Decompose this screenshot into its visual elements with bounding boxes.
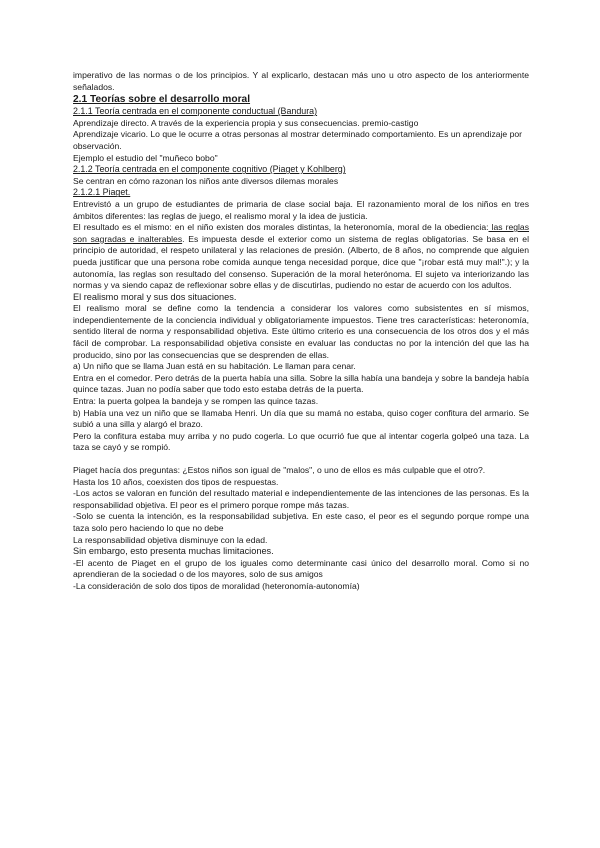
cognitive-text: Se centran en cómo razonan los niños ante diversos dilemas morales (73, 175, 339, 186)
answers-intro: Hasta los 10 años, coexisten dos tipos de respuestas. (73, 476, 279, 487)
story-a-1: a) Un niño que se llama Juan está en su habitación. Le llaman para cenar. (73, 361, 356, 372)
bandura-example: Ejemplo el estudio del "muñeco bobo" (73, 152, 218, 163)
piaget-p2-b: . Es impuesta desde el exterior como un sistema de reglas obligatorias. Se basa en el principio de autoridad, el respeto unilateral y las relaciones de presión. (Alberto, de 8 años, no comprende que alguien pueda justificar que una persona robe comida aunque tenga necesidad porque, dice que "¡robar está muy mal!".); y la autonomía, las reglas son resultado del consenso. Superación de la moral heterónoma. El sujeto va interiorizando las normas y va siendo capaz de reflexionar sobre ellas y de discutirlas, pudiendo no estar de acuerdo con los adultos. (73, 233, 529, 291)
bandura-direct: Aprendizaje directo. A través de la experiencia propia y sus consecuencias. premio-castigo (73, 117, 419, 128)
story-a-2: Entra en el comedor. Pero detrás de la puerta había una silla. Sobre la silla había una bandeja y sobre la bandeja había quince tazas. Juan no podía saber que todo esto estaba detrás de la puerta. (73, 372, 529, 395)
cognitive-heading: 2.1.2 Teoría centrada en el componente cognitivo (Piaget y Kohlberg) (73, 164, 346, 175)
document-page (73, 70, 529, 593)
limitation-1: -El acento de Piaget en el grupo de los iguales como determinante casi único del desarrollo moral. Como si no aprendieran de la sociedad o de los mayores, solo de sus amigos (73, 557, 529, 580)
realismo-paragraph: El realismo moral se define como la tendencia a considerar los valores como subsistentes en sí mismos, independientemente de la conciencia individual y obligatoriamente impuestos. Tiene tres características: heteronomía, sentido literal de norma y responsabilidad objetiva. Este último criterio es una consecuencia de los otros dos y el más fácil de comprobar. La responsabilidad objetiva consiste en evaluar las conductas no por la intención del que las ha producido, sino por las consecuencias que se desprenden de ellas. (73, 303, 529, 360)
limitations-heading: Sin embargo, esto presenta muchas limitaciones. (73, 546, 274, 557)
piaget-p2-a: El resultado es el mismo: en el niño existen dos morales distintas, la heteronomía, moral de la obediencia: (73, 222, 489, 233)
story-b-2: Pero la confitura estaba muy arriba y no pudo cogerla. Lo que ocurrió fue que al intentar cogerla golpeó una taza. La taza se cayó y se rompió. (73, 430, 529, 453)
realismo-heading: El realismo moral y sus dos situaciones. (73, 291, 237, 302)
story-a-3: Entra: la puerta golpea la bandeja y se rompen las quince tazas. (73, 396, 319, 407)
answer-objective: -Los actos se valoran en función del resultado material e independientemente de las intenciones de las personas. Es la responsabilidad objetiva. El peor es el primero porque rompe más tazas. (73, 488, 529, 510)
piaget-heading: 2.1.2.1 Piaget. (73, 187, 131, 198)
answer-subjective: -Solo se cuenta la intención, es la responsabilidad subjetiva. En este caso, el peor es el segundo porque rompe una taza solo pero haciendo lo que no debe (73, 511, 529, 533)
spacer (73, 454, 529, 465)
piaget-p2-underlined: las reglas son sagradas e inalterables (73, 222, 530, 244)
bandura-heading: 2.1.1 Teoría centrada en el componente conductual (Bandura) (73, 106, 318, 117)
answer-conclusion: La responsabilidad objetiva disminuye con la edad. (73, 534, 268, 545)
piaget-paragraph-2 (73, 222, 529, 292)
limitation-2: -La consideración de solo dos tipos de moralidad (heteronomía-autonomía) (73, 580, 360, 591)
bandura-vicarious: Aprendizaje vicario. Lo que le ocurre a otras personas al mostrar determinado comportamiento. Es un aprendizaje por observación. (73, 129, 523, 151)
section-title: 2.1 Teorías sobre el desarrollo moral (73, 94, 251, 106)
piaget-paragraph-1: Entrevistó a un grupo de estudiantes de primaria de clase social baja. El razonamiento moral de los niños en tres ámbitos diferentes: las reglas de juego, el realismo moral y la idea de justicia. (73, 198, 529, 221)
questions-paragraph: Piaget hacía dos preguntas: ¿Estos niños son igual de "malos", o uno de ellos es más culpable que el otro?. (73, 465, 486, 475)
intro-paragraph: imperativo de las normas o de los principios. Y al explicarlo, destacan más uno u otro aspecto de los anteriormente señalados. (73, 70, 529, 92)
story-b-1: b) Había una vez un niño que se llamaba Henri. Un día que su mamá no estaba, quiso coger confitura del armario. Se subió a una silla y alargó el brazo. (73, 407, 529, 430)
